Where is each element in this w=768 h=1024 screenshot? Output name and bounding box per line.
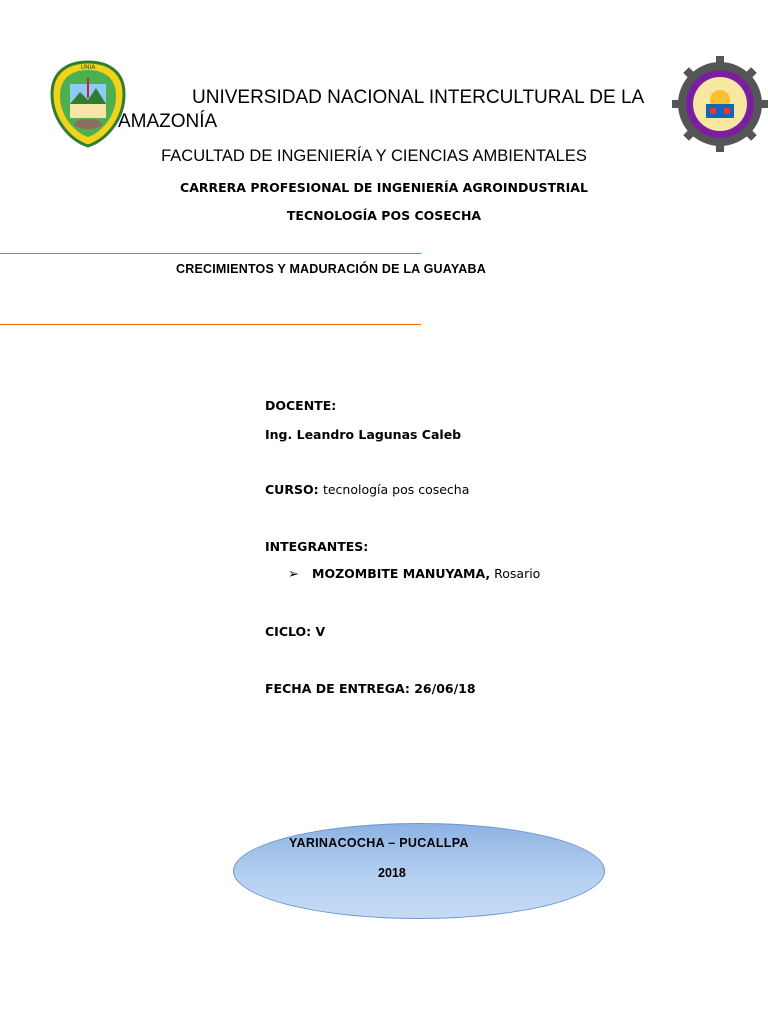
course-heading: TECNOLOGÍA POS COSECHA: [286, 208, 482, 223]
curso-value: tecnología pos cosecha: [322, 482, 470, 497]
bottom-divider: [0, 324, 421, 325]
ciclo-label: CICLO:: [265, 624, 312, 639]
arrow-bullet-icon: ➢: [288, 567, 299, 582]
curso-label: CURSO:: [265, 482, 319, 497]
fecha-value: 26/06/18: [414, 681, 476, 696]
integrantes-label: INTEGRANTES:: [265, 539, 369, 554]
faculty-name: FACULTAD DE INGENIERÍA Y CIENCIAS AMBIENTALES: [161, 147, 587, 165]
integrante-name: MOZOMBITE MANUYAMA,: [312, 566, 491, 581]
footer-year: 2018: [378, 866, 406, 880]
career-name: CARRERA PROFESIONAL DE INGENIERÍA AGROINDUSTRIAL: [180, 180, 588, 195]
faculty-gear-seal-icon: [672, 56, 768, 152]
document-title: CRECIMIENTOS Y MADURACIÓN DE LA GUAYABA: [176, 262, 486, 276]
docente-value: Ing. Leandro Lagunas Caleb: [265, 427, 462, 442]
university-name: UNIVERSIDAD NACIONAL INTERCULTURAL DE LA AMAZONÍA: [118, 87, 644, 132]
curso-field: [265, 482, 469, 497]
integrante-item: [288, 566, 540, 582]
seal-text: UNIA: [80, 64, 96, 71]
top-divider: [0, 253, 421, 254]
fecha-field: [265, 681, 476, 696]
docente-label: DOCENTE:: [265, 398, 337, 413]
footer-place: YARINACOCHA – PUCALLPA: [289, 836, 469, 850]
fecha-label: FECHA DE ENTREGA:: [265, 681, 410, 696]
integrante-firstname: Rosario: [494, 566, 541, 581]
ciclo-field: [265, 624, 325, 639]
ciclo-value: V: [315, 624, 326, 639]
